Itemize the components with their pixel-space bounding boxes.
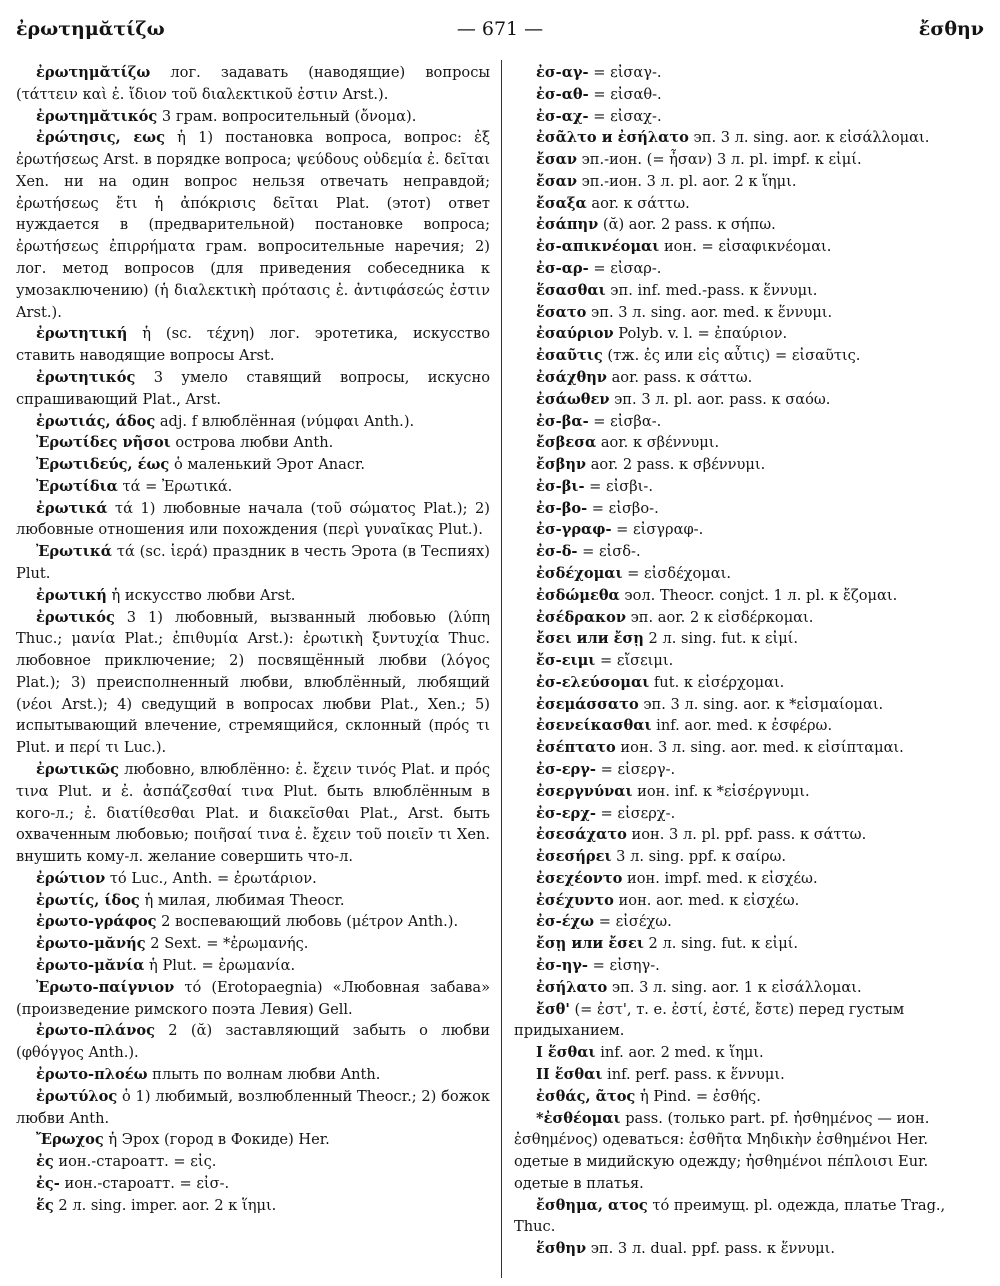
page-number: — 671 —	[456, 18, 544, 40]
running-head-left: ἐρωτημᾰτίζω	[16, 18, 165, 40]
entry-headword: ἐσ-ελεύσομαι	[536, 673, 650, 691]
dictionary-entry	[16, 1086, 490, 1130]
entry-headword: ἔσῃ или ἔσει	[536, 935, 644, 953]
dictionary-entry	[16, 432, 490, 454]
dictionary-entry	[16, 127, 490, 323]
dictionary-entry	[514, 367, 986, 389]
entry-headword: ἐρώτησις, εως	[36, 129, 165, 147]
entry-definition: ион. = εἰσαφικνέομαι.	[659, 238, 832, 256]
entry-definition: τό Luc., Anth. = ἐρωτάριον.	[105, 869, 317, 887]
dictionary-entry	[514, 563, 986, 585]
dictionary-entry	[16, 1151, 490, 1173]
dictionary-entry	[514, 127, 986, 149]
entry-definition: = εἰσβα-.	[588, 412, 662, 430]
dictionary-entry	[514, 890, 986, 912]
dictionary-entry	[16, 541, 490, 585]
dictionary-entry	[514, 1086, 986, 1108]
dictionary-entry	[514, 999, 986, 1043]
dictionary-entry	[514, 650, 986, 672]
entry-definition: τό преимущ. pl. одежда, платье Trag., Thuc.	[514, 1196, 946, 1236]
entry-headword: ἐσεργνύναι	[536, 782, 633, 800]
dictionary-entry	[16, 323, 490, 367]
entry-headword: ἐσ-δ-	[536, 543, 578, 561]
entry-definition: эп.-ион. (= ἦσαν) 3 л. pl. impf. к εἰμί.	[577, 151, 862, 169]
entry-definition: Polyb. v. l. = ἐπαύριον.	[613, 325, 788, 343]
dictionary-entry	[514, 759, 986, 781]
entry-headword: ἐσ-ερχ-	[536, 804, 596, 822]
entry-headword: ἐσθάς, ᾶτος	[536, 1087, 636, 1105]
entry-definition: aor. к σάττω.	[586, 194, 690, 212]
entry-headword: ἐρωτική	[36, 586, 107, 604]
entry-headword: ἐσέχυντο	[536, 891, 614, 909]
entry-headword: Ἐρωτιδεύς, έως	[36, 456, 170, 474]
entry-definition: aor. к σβέννυμι.	[596, 434, 720, 452]
entry-definition: ион.-староатт. = εἰσ-.	[59, 1174, 230, 1192]
entry-headword: ἐσάχθην	[536, 368, 607, 386]
dictionary-entry	[514, 846, 986, 868]
entry-definition: = εἰσέχω.	[594, 913, 672, 931]
entry-headword: ἐσ-απικνέομαι	[536, 238, 660, 256]
entry-headword: ἐσενείκασθαι	[536, 717, 652, 735]
dictionary-entry	[16, 585, 490, 607]
entry-headword: ἔσβεσα	[536, 434, 597, 452]
entry-definition: τά 1) любовные начала (τοῦ σώματος Plat.); 2) любовные отношения или похождения (περὶ γυναῖκας Plut.).	[16, 499, 490, 539]
dictionary-entry	[514, 1042, 986, 1064]
entry-definition: = εἰσαθ-.	[588, 85, 662, 103]
entry-definition: = εἰσδ-.	[577, 543, 641, 561]
entry-headword: ἔσαν	[536, 172, 577, 190]
entry-definition: ὁ маленький Эрот Anacr.	[169, 456, 366, 474]
entry-headword: ἔσθ'	[536, 1000, 570, 1018]
dictionary-entry	[514, 302, 986, 324]
entry-definition: ион. aor. med. к εἰσχέω.	[613, 891, 800, 909]
entry-definition: 2 л. sing. fut. к εἰμί.	[643, 630, 799, 648]
entry-headword: Ἐρωτο-παίγνιον	[36, 978, 175, 996]
entry-definition: эол. Theocr. conjct. 1 л. pl. к ἔζομαι.	[619, 586, 898, 604]
entry-definition: = εἰσαχ-.	[588, 107, 662, 125]
right-column	[514, 62, 986, 1278]
entry-headword: ἐς-	[36, 1174, 60, 1192]
dictionary-entry	[16, 607, 490, 759]
entry-headword: ἐρωτημᾰτικός	[36, 107, 158, 125]
entry-headword: Ἐρωτίδια	[36, 477, 118, 495]
entry-headword: ἕσθην	[536, 1240, 587, 1258]
dictionary-entry	[514, 214, 986, 236]
dictionary-entry	[514, 389, 986, 411]
entry-definition: ὁ 1) любимый, возлюбленный Theocr.; 2) божок любви Anth.	[16, 1087, 490, 1127]
dictionary-entry	[16, 476, 490, 498]
entry-definition: эп. 3 л. sing. aor. med. к ἕννυμι.	[586, 303, 833, 321]
entry-definition: ἡ искусство любви Arst.	[106, 586, 296, 604]
entry-headword: ἐρωτο-πλάνος	[36, 1022, 155, 1040]
entry-headword: ἔσβην	[536, 456, 587, 474]
entry-definition: = εἰσαγ-.	[588, 64, 662, 81]
dictionary-entry	[16, 759, 490, 868]
entry-headword: ἐσεσάχατο	[536, 826, 627, 844]
dictionary-entry	[514, 149, 986, 171]
dictionary-entry	[514, 1195, 986, 1239]
entry-definition: ἡ (sc. τέχνη) лог. эротетика, искусство ставить наводящие вопросы Arst.	[16, 325, 490, 365]
entry-headword: Ἐρωτίδες νῆσοι	[36, 434, 171, 452]
entry-headword: ἐρωτίς, ίδος	[36, 891, 140, 909]
dictionary-entry	[514, 323, 986, 345]
entry-definition: 2 л. sing. imper. aor. 2 к ἵημι.	[53, 1196, 277, 1214]
entry-definition: = εἰσβι-.	[584, 477, 653, 495]
dictionary-entry	[514, 280, 986, 302]
entry-definition: inf. perf. pass. к ἕννυμι.	[602, 1065, 785, 1083]
dictionary-entry	[16, 911, 490, 933]
entry-definition: 3 грам. вопросительный (ὄνομα).	[157, 107, 417, 125]
dictionary-entry	[514, 236, 986, 258]
entry-definition: ион. 3 л. pl. ppf. pass. к σάττω.	[626, 826, 867, 844]
entry-definition: эп. 3 л. sing. aor. 1 к εἰσάλλομαι.	[607, 978, 862, 996]
entry-definition: 3 л. sing. ppf. к σαίρω.	[611, 848, 787, 866]
entry-headword: ἐρωτο-πλοέω	[36, 1065, 148, 1083]
entry-definition: inf. aor. med. к ἐσφέρω.	[651, 717, 833, 735]
dictionary-entry	[16, 367, 490, 411]
entry-definition: ἡ милая, любимая Theocr.	[139, 891, 345, 909]
dictionary-entry	[514, 715, 986, 737]
entry-definition: эп. 3 л. sing. aor. к *εἰσμαίομαι.	[638, 695, 884, 713]
running-head-right: ἔσθην	[918, 18, 984, 40]
entry-definition: = εἰσβο-.	[587, 499, 659, 517]
dictionary-entry	[514, 1064, 986, 1086]
dictionary-entry	[514, 977, 986, 999]
column-divider	[501, 60, 502, 1278]
entry-definition: adj. f влюблённая (νύμφαι Anth.).	[155, 412, 415, 430]
dictionary-entry	[514, 803, 986, 825]
entry-definition: эп. 3 л. sing. aor. к εἰσάλλομαι.	[688, 129, 930, 147]
entry-definition: = εἰσερχ-.	[595, 804, 676, 822]
dictionary-entry	[514, 498, 986, 520]
dictionary-entry	[514, 193, 986, 215]
entry-headword: ἐσ-βο-	[536, 499, 588, 517]
entry-headword: ἐσέδρακον	[536, 608, 626, 626]
entry-headword: ἐσήλατο	[536, 978, 608, 996]
dictionary-entry	[16, 411, 490, 433]
entry-definition: (тж. ἐς или εἰς αὖτις) = εἰσαῦτις.	[602, 347, 861, 365]
entry-definition: τό (Erotopaegnia) «Любовная забава» (произведение римского поэта Левия) Gell.	[16, 978, 490, 1018]
entry-definition: ἡ Pind. = ἐσθής.	[635, 1087, 761, 1105]
entry-headword: ἔσαξα	[536, 194, 587, 212]
entry-definition: 2 л. sing. fut. к εἰμί.	[643, 935, 799, 953]
dictionary-entry	[16, 498, 490, 542]
dictionary-entry	[16, 868, 490, 890]
entry-headword: ἐρωτο-γράφος	[36, 913, 157, 931]
entry-headword: ἐσ-αθ-	[536, 85, 589, 103]
dictionary-entry	[16, 1064, 490, 1086]
dictionary-entry	[514, 694, 986, 716]
entry-definition: ион. impf. med. к εἰσχέω.	[622, 869, 818, 887]
entry-definition: эп. inf. med.-pass. к ἕννυμι.	[605, 281, 818, 299]
entry-definition: ἡ Plut. = ἐρωμανία.	[144, 957, 296, 975]
dictionary-entry	[16, 933, 490, 955]
entry-headword: ἐρωτύλος	[36, 1087, 118, 1105]
entry-definition: = εἰσγραφ-.	[611, 521, 704, 539]
entry-headword: Ἐρωτικά	[36, 543, 113, 561]
entry-headword: ἐς	[36, 1153, 54, 1171]
entry-headword: Ἔρωχος	[36, 1131, 104, 1149]
entry-definition: τά (sc. ἱερά) праздник в честь Эрота (в Теспиях) Plut.	[16, 543, 490, 582]
entry-definition: ἡ 1) постановка вопроса, вопрос: ἐξ ἐρωτήσεως Arst. в порядке вопроса; ψεύδους οὐδεμία ἐ. δεῖται Xen. ни на один вопрос нельзя отвечать неправдой; ἐρωτήσεως ἔτι ἡ ἀπόκρισις δεῖται Plat. (этот) ответ нуждается в (предварительной) постановке вопроса; ἐρωτήσεως ἐπιρρήματα грам. вопросительные наречия; 2) лог. метод вопросов (для приведения собеседника к умозаключению) (ἡ διαλεκτικὴ πρότασις ἐ. ἀντιφάσεώς ἐστιν Arst.).	[16, 129, 490, 321]
entry-headword: ἐσεσήρει	[536, 848, 612, 866]
dictionary-entry	[514, 955, 986, 977]
dictionary-entry	[514, 824, 986, 846]
dictionary-entry	[16, 1195, 490, 1217]
entry-definition: плыть по волнам любви Anth.	[147, 1065, 381, 1083]
entry-headword: ἐσαῦτις	[536, 347, 603, 365]
entry-definition: ион. inf. к *εἰσέργνυμι.	[632, 782, 810, 800]
entry-headword: ἔσαν	[536, 151, 577, 169]
entry-definition: эп. aor. 2 к εἰσδέρκομαι.	[625, 608, 814, 626]
dictionary-entry	[16, 1173, 490, 1195]
entry-definition: = εἴσειμι.	[595, 652, 674, 670]
entry-headword: *ἐσθέομαι	[536, 1109, 621, 1127]
entry-headword: ἕσασθαι	[536, 281, 606, 299]
entry-definition: τά = Ἐρωτικά.	[117, 477, 233, 495]
entry-headword: ἐρώτιον	[36, 869, 106, 887]
dictionary-entry	[514, 541, 986, 563]
entry-headword: ἐσέπτατο	[536, 739, 616, 757]
dictionary-entry	[514, 171, 986, 193]
entry-definition: 2 Sext. = *ἐρωμανής.	[145, 935, 309, 953]
dictionary-entry	[514, 737, 986, 759]
entry-definition: 2 воспевающий любовь (μέτρον Anth.).	[156, 913, 459, 931]
entry-headword: ἔσ-ειμι	[536, 652, 596, 670]
dictionary-entry	[514, 781, 986, 803]
entry-headword: ἐρωτημᾰτίζω	[36, 64, 151, 81]
entry-headword: ἐσδέχομαι	[536, 564, 623, 582]
entry-definition: лог. задавать (наводящие) вопросы (τάττειν καὶ ἐ. ἴδιον τοῦ διαλεκτικοῦ ἐστιν Arst.).	[16, 64, 490, 103]
entry-headword: ἔσθημα, ατος	[536, 1196, 648, 1214]
entry-definition: (= ἐστ', т. е. ἐστί, ἐστέ, ἔστε) перед густым придыханием.	[514, 1000, 905, 1040]
entry-headword: ἐρωτο-μᾰνία	[36, 957, 145, 975]
entry-headword: ἐσεχέοντο	[536, 869, 623, 887]
dictionary-entry	[514, 519, 986, 541]
entry-definition: любовно, влюблённо: ἐ. ἔχειν τινός Plat. и πρός τινα Plut. и ἐ. ἀσπάζεσθαί τινα Plut. быть влюблённым в кого-л.; ἐ. διατίθεσθαι Plat. и διακεῖσθαι Plat., Arst. быть охваченным любовью; ποιῆσαί τινα ἐ. ἔχειν τοῦ ποιεῖν τι Xen. внушить кому-л. желание совершить что-л.	[16, 761, 490, 866]
entry-headword: ἐσ-έχω	[536, 913, 595, 931]
entry-definition: = εἰσδέχομαι.	[622, 564, 731, 582]
running-head	[16, 18, 984, 44]
dictionary-entry	[514, 258, 986, 280]
dictionary-entry	[16, 890, 490, 912]
entry-definition: inf. aor. 2 med. к ἵημι.	[595, 1044, 764, 1062]
entry-definition: = εἰσαρ-.	[588, 260, 662, 278]
entry-definition: 3 умело ставящий вопросы, искусно спрашивающий Plat., Arst.	[16, 368, 490, 408]
entry-headword: ἐρωτο-μᾰνής	[36, 935, 146, 953]
entry-definition: ион. 3 л. sing. aor. med. к εἰσίπταμαι.	[615, 739, 904, 757]
entry-headword: ἐσ-εργ-	[536, 761, 596, 778]
entry-headword: ἐρωτητικός	[36, 368, 136, 386]
dictionary-entry	[16, 454, 490, 476]
dictionary-entry	[514, 933, 986, 955]
entry-definition: ион.-староатт. = εἰς.	[53, 1153, 217, 1171]
dictionary-entry	[514, 476, 986, 498]
entry-headword: ἐρωτικῶς	[36, 761, 120, 778]
entry-headword: ἐρωτικά	[36, 499, 108, 517]
entry-headword: ἐσ-αχ-	[536, 107, 589, 125]
entry-definition: pass. (только part. pf. ἠσθημένος — ион. ἐσθημένος) одеваться: ἐσθῆτα Μηδικὴν ἐσθημένοι Her. одетые в мидийскую одежду; ἠσθημένοι πέπλοισι Eur. одетые в платья.	[514, 1109, 930, 1192]
entry-definition: = εἰσηγ-.	[588, 957, 660, 975]
dictionary-entry	[514, 454, 986, 476]
entry-definition: острова любви Anth.	[170, 434, 334, 452]
entry-headword: ἔσει или ἔσῃ	[536, 630, 644, 648]
entry-definition: aor. 2 pass. к σβέννυμι.	[586, 456, 766, 474]
entry-headword: ἐσάπην	[536, 216, 599, 234]
entry-headword: ἕς	[36, 1196, 54, 1214]
entry-headword: ἐσ-βα-	[536, 412, 589, 430]
entry-definition: = εἰσεργ-.	[595, 761, 676, 778]
entry-headword: I ἕσθαι	[536, 1044, 596, 1062]
entry-headword: ἐσδώμεθα	[536, 586, 620, 604]
left-column	[16, 62, 490, 1278]
entry-headword: ἕσατο	[536, 303, 587, 321]
dictionary-entry	[514, 911, 986, 933]
dictionary-entry	[514, 672, 986, 694]
dictionary-entry	[16, 62, 490, 106]
dictionary-entry	[514, 585, 986, 607]
dictionary-entry	[514, 432, 986, 454]
dictionary-entry	[16, 977, 490, 1021]
entry-headword: ἐσᾶλτο и ἐσήλατο	[536, 129, 689, 147]
dictionary-entry	[514, 106, 986, 128]
dictionary-entry	[514, 345, 986, 367]
entry-definition: эп. 3 л. dual. ppf. pass. к ἕννυμι.	[586, 1240, 835, 1258]
entry-headword: ἐσεμάσσατο	[536, 695, 639, 713]
entry-definition: 2 (ᾰ) заставляющий забыть о любви (φθόγγος Anth.).	[16, 1022, 490, 1062]
entry-definition: aor. pass. к σάττω.	[606, 368, 753, 386]
entry-headword: ἐρωτητική	[36, 325, 128, 343]
entry-definition: ἡ Эрох (город в Фокиде) Her.	[103, 1131, 330, 1149]
entry-headword: ἐσάωθεν	[536, 390, 610, 408]
dictionary-entry	[16, 1020, 490, 1064]
entry-headword: ἐσαύριον	[536, 325, 614, 343]
entry-definition: fut. к εἰσέρχομαι.	[649, 673, 785, 691]
entry-definition: эп.-ион. 3 л. pl. aor. 2 к ἵημι.	[577, 172, 797, 190]
dictionary-entry	[16, 106, 490, 128]
entry-definition: 3 1) любовный, вызванный любовью (λύπη Thuc.; μανία Plat.; ἐπιθυμία Arst.): ἐρωτικὴ ξυντυχία Thuc. любовное приключение; 2) посвящённый любви (λόγος Plat.); 3) преисполненный любви, влюблённый, любящий (νέοι Arst.); 4) сведущий в вопросах любви Plat., Xen.; 5) испытывающий влечение, стремящийся, склонный (πρός τι Plut. и περί τι Luc.).	[16, 608, 490, 757]
dictionary-entry	[514, 607, 986, 629]
entry-definition: эп. 3 л. pl. aor. pass. к σαόω.	[609, 390, 831, 408]
dictionary-entry	[514, 62, 986, 84]
dictionary-entry	[514, 411, 986, 433]
dictionary-entry	[514, 1108, 986, 1195]
dictionary-entry	[16, 1129, 490, 1151]
entry-headword: ἐσ-αρ-	[536, 260, 589, 278]
dictionary-entry	[514, 1238, 986, 1260]
entry-headword: ἐσ-βι-	[536, 477, 585, 495]
entry-headword: ἐσ-γραφ-	[536, 521, 612, 539]
entry-headword: ἐσ-ηγ-	[536, 957, 588, 975]
entry-headword: II ἕσθαι	[536, 1065, 603, 1083]
dictionary-entry	[514, 868, 986, 890]
entry-headword: ἐρωτικός	[36, 608, 115, 626]
dictionary-entry	[514, 84, 986, 106]
dictionary-entry	[16, 955, 490, 977]
entry-headword: ἐρωτιάς, άδος	[36, 412, 156, 430]
dictionary-entry	[514, 628, 986, 650]
entry-headword: ἐσ-αγ-	[536, 64, 589, 81]
entry-definition: (ᾰ) aor. 2 pass. к σήπω.	[598, 216, 776, 234]
